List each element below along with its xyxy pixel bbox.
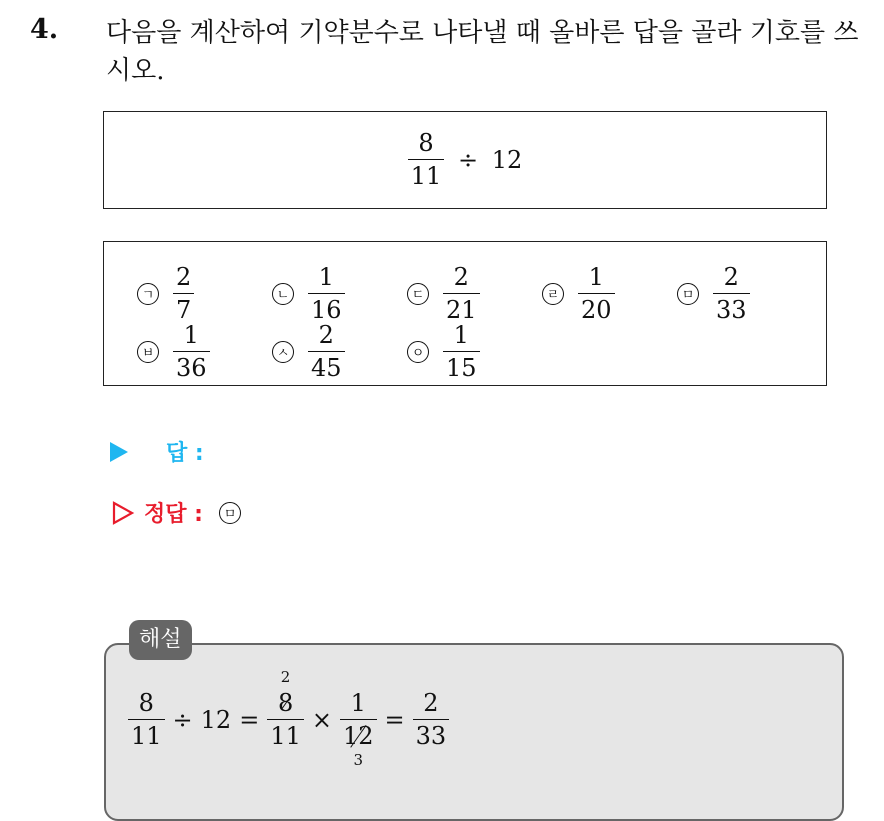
solution-equation xyxy=(128,668,449,769)
question-number: 4. xyxy=(30,14,59,45)
problem-box xyxy=(103,111,827,209)
fraction-denominator: 11 xyxy=(408,159,445,189)
cancelled-numerator: 8 xyxy=(277,689,294,717)
division-operator: ÷ xyxy=(172,705,193,734)
fraction-denominator xyxy=(340,719,377,769)
choice-fraction xyxy=(443,264,480,323)
problem-fraction xyxy=(408,130,445,189)
choices-box xyxy=(103,241,827,386)
equals-sign: = xyxy=(239,705,260,734)
fraction-denominator: 33 xyxy=(713,293,750,323)
fraction-numerator: 1 xyxy=(318,263,334,291)
division-operator: ÷ xyxy=(457,145,479,174)
fraction-numerator xyxy=(275,668,296,719)
choice-item[interactable] xyxy=(407,322,480,381)
solution-result-fraction xyxy=(413,690,450,749)
fraction-numerator: 2 xyxy=(176,263,192,291)
answer-row xyxy=(110,436,204,467)
solution-cancel-fraction-1 xyxy=(267,668,304,750)
choice-marker: ㅇ xyxy=(407,341,429,363)
choice-fraction xyxy=(173,264,194,323)
choice-item[interactable] xyxy=(137,322,210,381)
fraction-numerator: 8 xyxy=(418,129,434,157)
fraction-numerator: 1 xyxy=(350,689,366,717)
choice-fraction xyxy=(173,322,210,381)
choice-item[interactable] xyxy=(677,264,750,323)
fraction-numerator: 8 xyxy=(138,689,154,717)
fraction-denominator: 15 xyxy=(443,351,480,381)
solution-tab: 해설 xyxy=(129,620,192,660)
fraction-denominator: 11 xyxy=(128,719,165,749)
correct-answer-label: 정답 : xyxy=(144,502,203,527)
choice-item[interactable] xyxy=(542,264,615,323)
correct-answer-row xyxy=(110,497,241,528)
choice-marker: ㅁ xyxy=(677,283,699,305)
fraction-denominator: 45 xyxy=(308,351,345,381)
play-icon xyxy=(110,442,128,462)
cancelled-denominator: 12 xyxy=(342,722,374,750)
choice-marker: ㄱ xyxy=(137,283,159,305)
choice-item[interactable] xyxy=(272,264,345,323)
fraction-denominator: 7 xyxy=(173,293,194,323)
choice-fraction xyxy=(713,264,750,323)
choice-marker: ㅅ xyxy=(272,341,294,363)
question-text: 다음을 계산하여 기약분수로 나타낼 때 올바른 답을 골라 기호를 쓰시오. xyxy=(106,18,859,86)
fraction-numerator: 1 xyxy=(588,263,604,291)
choice-fraction xyxy=(578,264,615,323)
fraction-denominator: 36 xyxy=(173,351,210,381)
choice-marker: ㄴ xyxy=(272,283,294,305)
fraction-numerator: 2 xyxy=(423,689,439,717)
solution-cancel-fraction-2 xyxy=(340,689,377,769)
multiply-operator: × xyxy=(311,705,332,734)
fraction-denominator: 16 xyxy=(308,293,345,323)
equals-sign: = xyxy=(384,705,405,734)
fraction-numerator: 2 xyxy=(318,321,334,349)
choice-fraction xyxy=(308,322,345,381)
fraction-numerator: 2 xyxy=(453,263,469,291)
correct-answer-marker: ㅁ xyxy=(219,502,241,524)
problem-expression xyxy=(104,130,826,189)
fraction-denominator: 33 xyxy=(413,719,450,749)
fraction-numerator: 1 xyxy=(183,321,199,349)
choice-item[interactable] xyxy=(137,264,194,323)
fraction-numerator: 2 xyxy=(723,263,739,291)
fraction-denominator: 21 xyxy=(443,293,480,323)
reduced-denominator: 3 xyxy=(353,751,364,769)
choice-marker: ㄷ xyxy=(407,283,429,305)
reduced-numerator: 2 xyxy=(280,668,291,686)
choice-fraction xyxy=(443,322,480,381)
solution-lhs-fraction xyxy=(128,690,165,749)
fraction-denominator: 11 xyxy=(267,719,304,749)
choice-marker: ㄹ xyxy=(542,283,564,305)
outline-play-icon xyxy=(110,500,136,526)
choice-marker: ㅂ xyxy=(137,341,159,363)
answer-label: 답 : xyxy=(166,441,204,466)
fraction-numerator: 1 xyxy=(453,321,469,349)
divisor: 12 xyxy=(491,145,523,174)
choice-item[interactable] xyxy=(407,264,480,323)
fraction-denominator: 20 xyxy=(578,293,615,323)
choice-item[interactable] xyxy=(272,322,345,381)
divisor: 12 xyxy=(200,705,232,734)
choice-fraction xyxy=(308,264,345,323)
